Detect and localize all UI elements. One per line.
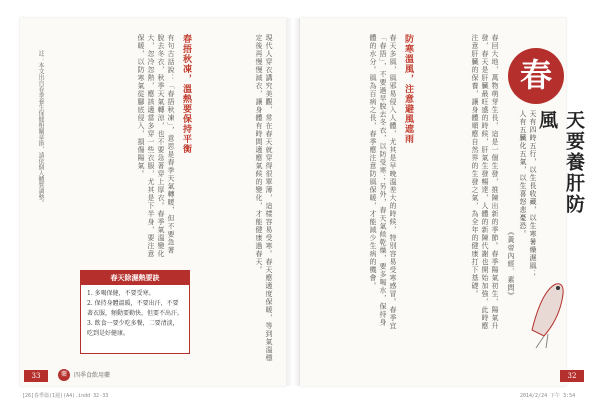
book-gutter [286, 18, 300, 386]
footer-book-title: 四季食飲用藥 [74, 372, 111, 379]
chapter-title: 天要養肝防風 [536, 110, 585, 215]
tip-item: 3. 飲食一要少吃多餐，二要清淡，吃到是好健康。 [87, 320, 179, 337]
chapter-subtitle: 天有四時五行，以生長收藏，以生寒暑燥濕風；人有五臟化五氣，以生喜怒悲憂恐。 [519, 110, 537, 278]
footer-date: 2014/2/24 下午 3:54 [520, 393, 576, 399]
section2-heading: 春捂秋凍，溫熱要保持平衡 [181, 34, 191, 154]
page-number-right: 32 [560, 370, 584, 382]
tip-box-title: 春天除濕熱要訣 [81, 271, 189, 285]
footer-file-name: [26]春季篇(1週)(A4).indd 32-33 [22, 393, 109, 399]
intro-paragraph: 春回大地，萬物萌芽生長，這是一個生發，推陳出新的季節。春季陽氣初生，陽氣升發，春天是肝臟最旺盛的時候，肝氣生發暢達，人體的新陳代謝也開始加強，此時應注意肝臟的保養，讓身體順應自然界的生發之氣，為全年的健康打下基礎。 [471, 34, 499, 330]
season-char-badge: 春 [508, 48, 564, 104]
section2-text: 有句古話說：「春捂秋凍」，意思是春季天氣轉暖，但不要急著脫去冬衣，秋季天氣轉涼，也不要急著穿上厚衣。春季氣溫變化大，忽冷忽熱，應該適當多穿一些衣服，尤其是下半身，要注意保暖，以防寒氣從腳底侵入，損傷陽氣。 [137, 34, 175, 258]
book-logo-icon: 藥 [58, 369, 70, 381]
tip-item: 1. 多喝保健，不要受寒。 [87, 290, 155, 297]
page-number-left: 33 [24, 370, 48, 382]
bird-illustration [522, 270, 570, 350]
left-margin-note: 註：本文出自春季養生保健相關章節，請依個人體質調整。 [37, 50, 44, 206]
section1-text: 春天多風，風邪易侵入人體，尤其是早晚溫差大的時候，特別容易受寒感冒。春季宜「春捂」，不要過早脫去冬衣，以防受寒；另外，春天氣候乾燥，要多喝水，保持身體的水分。風為百病之長，春季應注意防風保暖，才能減少生病的機會。 [369, 34, 397, 330]
chapter-quote: 《黃帝內經．素問》 [507, 228, 515, 300]
tip-box [80, 270, 190, 354]
section3-text: 現代人穿衣講究美觀，常在春天就穿得很單薄，這樣容易受寒。春天應適度保暖，等到氣溫穩定後再慢慢減衣，讓身體有時間適應氣候的變化，才能健康過春天。 [255, 34, 273, 362]
tip-item: 2. 保持身體溫暖，不要出汗，不要著衣服，頻動要勤快，但要不出汗。 [87, 300, 184, 317]
section1-heading: 防寒溫風，注意避風遮雨 [403, 34, 413, 144]
